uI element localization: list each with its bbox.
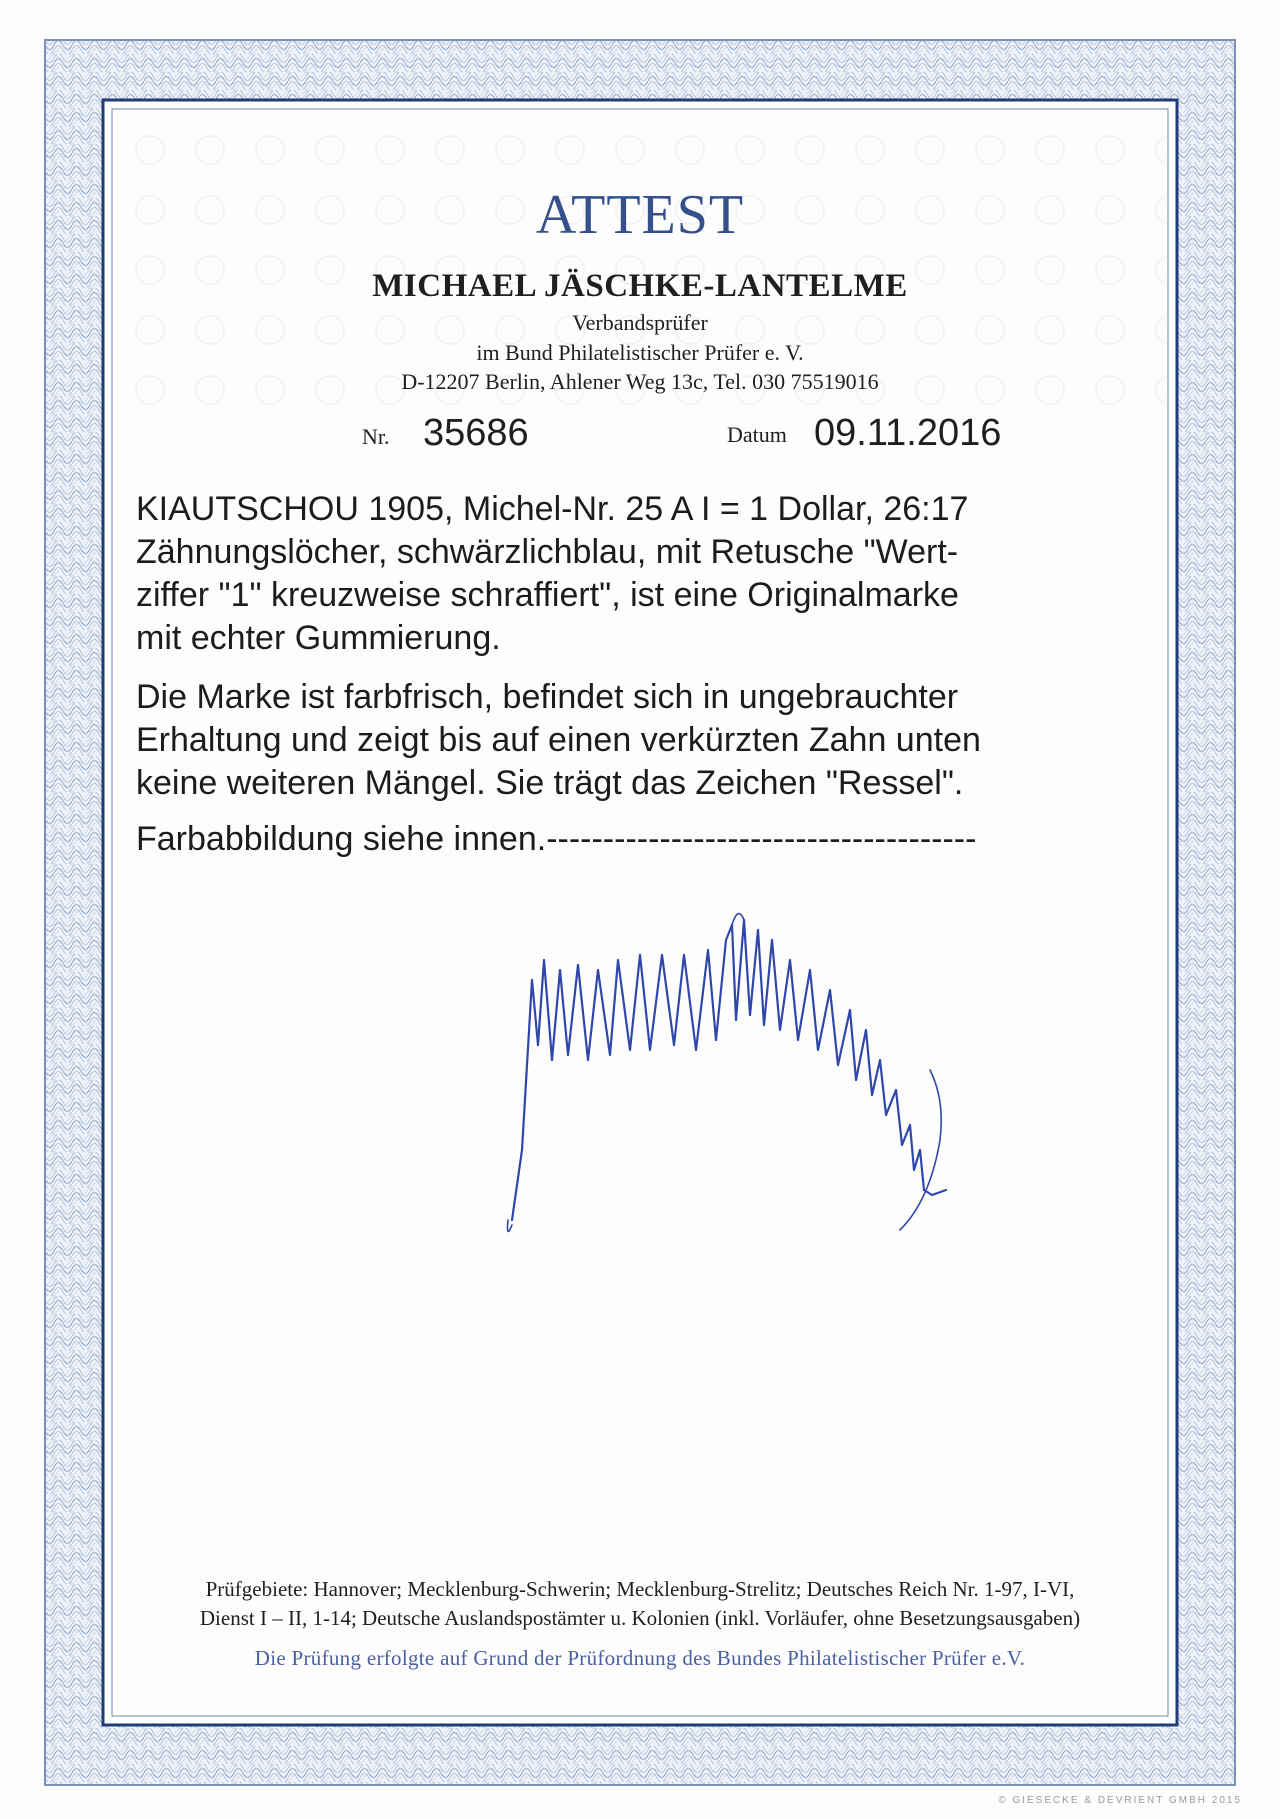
signature bbox=[500, 900, 1180, 1260]
condition-line: Die Marke ist farbfrisch, befindet sich in ungebrauchter bbox=[136, 678, 959, 716]
description-line: Zähnungslöcher, schwärzlichblau, mit Retusche "Wert- bbox=[136, 533, 959, 571]
exam-areas-line-2: Dienst I – II, 1-14; Deutsche Auslandspostämter u. Kolonien (inkl. Vorläufer, ohne Besetzungsausgaben) bbox=[199, 1606, 1081, 1630]
certificate-number-label: Nr. bbox=[362, 424, 390, 449]
certificate-date: 09.11.2016 bbox=[814, 412, 1002, 454]
description-paragraph bbox=[136, 488, 1136, 660]
description-line: ziffer "1" kreuzweise schraffiert", ist eine Originalmarke bbox=[136, 576, 959, 614]
date-label: Datum bbox=[727, 422, 787, 447]
description-line: mit echter Gummierung. bbox=[136, 619, 501, 657]
examiner-address: D-12207 Berlin, Ahlener Weg 13c, Tel. 030 75519016 bbox=[401, 369, 879, 394]
illustration-note: Farbabbildung siehe innen.-------------------------------------- bbox=[136, 820, 977, 858]
document-title: ATTEST bbox=[535, 184, 745, 246]
condition-paragraph bbox=[136, 676, 1136, 805]
certificate-number: 35686 bbox=[423, 412, 529, 454]
condition-line: Erhaltung und zeigt bis auf einen verkürzten Zahn unten bbox=[136, 721, 981, 759]
examiner-role: Verbandsprüfer bbox=[572, 310, 708, 335]
exam-regulation-note: Die Prüfung erfolgte auf Grund der Prüfordnung des Bundes Philatelistischer Prüfer e.V. bbox=[254, 1646, 1026, 1670]
examiner-association: im Bund Philatelistischer Prüfer e. V. bbox=[476, 340, 804, 365]
description-line: KIAUTSCHOU 1905, Michel-Nr. 25 A I = 1 Dollar, 26:17 bbox=[136, 490, 969, 528]
exam-areas-line-1: Prüfgebiete: Hannover; Mecklenburg-Schwerin; Mecklenburg-Strelitz; Deutsches Reich Nr. 1-97, I-VI, bbox=[205, 1577, 1075, 1601]
printer-imprint: © GIESECKE & DEVRIENT GMBH 2015 bbox=[998, 1795, 1242, 1806]
examiner-name: MICHAEL JÄSCHKE-LANTELME bbox=[372, 268, 908, 304]
condition-line: keine weiteren Mängel. Sie trägt das Zeichen "Ressel". bbox=[136, 764, 964, 802]
